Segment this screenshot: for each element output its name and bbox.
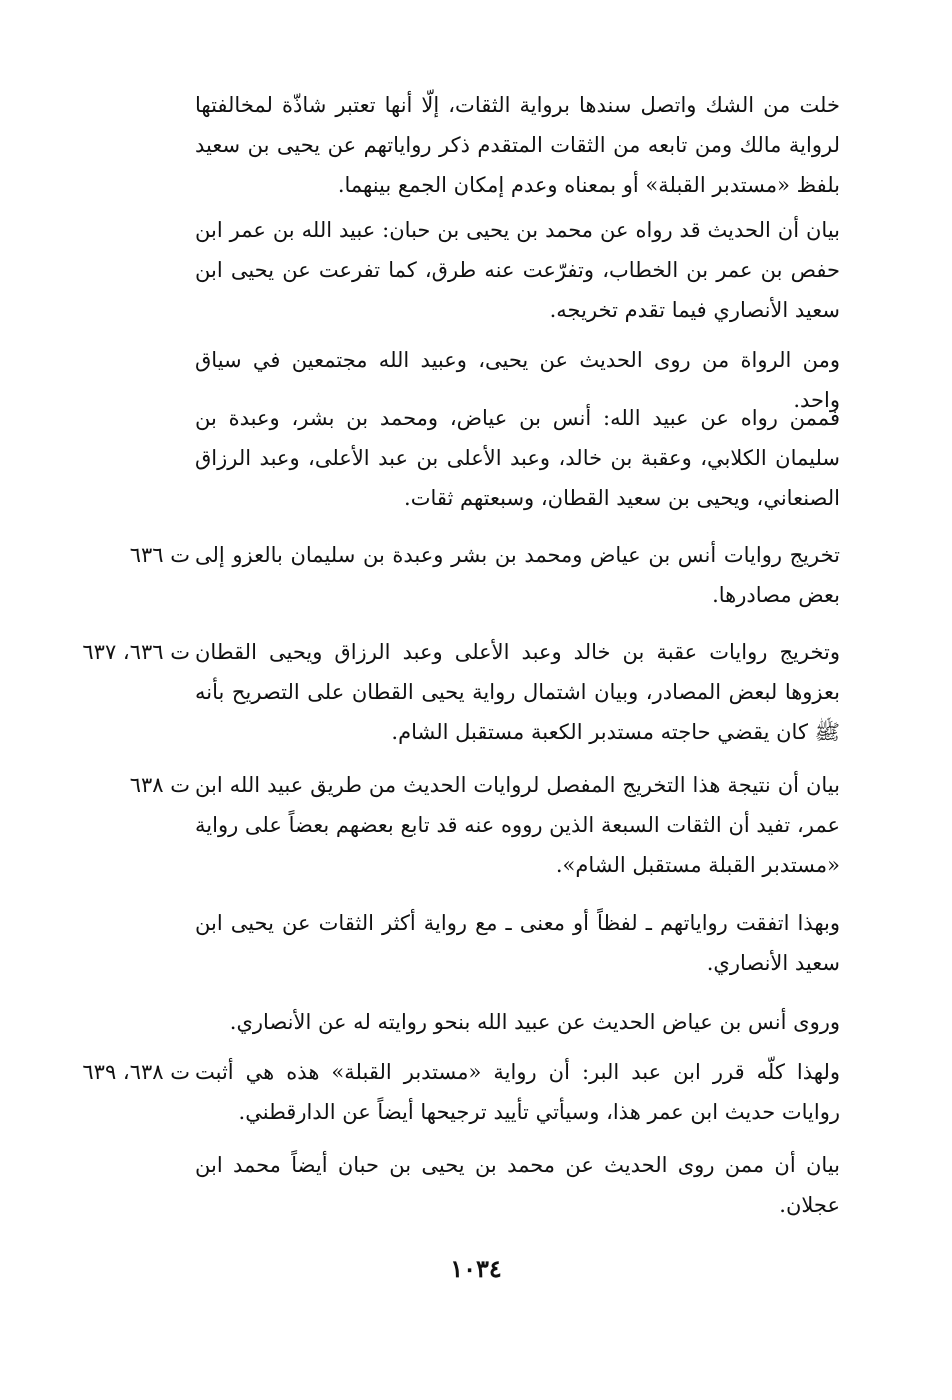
paragraph-text: ومن الرواة من روى الحديث عن يحيى، وعبيد الله مجتمعين في سياق واحد.: [195, 348, 840, 412]
paragraph-text: فممن رواه عن عبيد الله: أنس بن عياض، ومحمد بن بشر، وعبدة بن سليمان الكلابي، وعقبة بن خالد، وعبد الأعلى بن عبد الأعلى، وعبد الرزاق الصنعاني، ويحيى بن سعيد القطان، وسبعتهم ثقات.: [195, 406, 840, 510]
paragraph-text: بيان أن الحديث قد رواه عن محمد بن يحيى بن حبان: عبيد الله بن عمر ابن حفص بن عمر بن الخطاب، وتفرّعت عنه طرق، كما تفرعت عن يحيى ابن سعيد الأنصاري فيما تقدم تخريجه.: [195, 218, 840, 322]
margin-reference-1: ت ٦٣٦: [129, 543, 190, 567]
paragraph-2: [195, 210, 840, 330]
paragraph-5: [195, 535, 840, 615]
paragraph-text: بيان أن نتيجة هذا التخريج المفصل لروايات الحديث من طريق عبيد الله ابن عمر، تفيد أن الثقات السبعة الذين رووه عنه قد تابع بعضهم بعضاً على رواية «مستدبر القبلة مستقبل الشام».: [195, 773, 840, 877]
page-number: ١٠٣٤: [450, 1254, 502, 1283]
paragraph-9: [195, 1002, 840, 1042]
paragraph-text: وتخريج روايات عقبة بن خالد وعبد الأعلى وعبد الرزاق ويحيى القطان بعزوها لبعض المصادر، وبيان اشتمال رواية يحيى القطان على التصريح بأنه ﷺ كان يقضي حاجته مستدبر الكعبة مستقبل الشام.: [195, 640, 840, 744]
paragraph-11: [195, 1145, 840, 1225]
paragraph-8: [195, 903, 840, 983]
margin-reference-3: ت ٦٣٨: [129, 773, 190, 797]
paragraph-4: [195, 398, 840, 518]
margin-reference-2: ت ٦٣٦، ٦٣٧: [82, 640, 190, 664]
paragraph-text: وبهذا اتفقت رواياتهم ـ لفظاً أو معنى ـ مع رواية أكثر الثقات عن يحيى ابن سعيد الأنصاري.: [195, 911, 840, 975]
paragraph-text: تخريج روايات أنس بن عياض ومحمد بن بشر وعبدة بن سليمان بالعزو إلى بعض مصادرها.: [195, 543, 840, 607]
paragraph-10: [195, 1052, 840, 1132]
paragraph-1: [195, 85, 840, 205]
paragraph-text: ولهذا كلّه قرر ابن عبد البر: أن رواية «مستدبر القبلة» هذه هي أثبت روايات حديث ابن عمر هذا، وسيأتي تأييد ترجيحها أيضاً عن الدارقطني.: [195, 1060, 840, 1124]
paragraph-text: وروى أنس بن عياض الحديث عن عبيد الله بنحو روايته له عن الأنصاري.: [229, 1010, 840, 1034]
paragraph-text: خلت من الشك واتصل سندها برواية الثقات، إلّا أنها تعتبر شاذّة لمخالفتها لرواية مالك ومن تابعه من الثقات المتقدم ذكر رواياتهم عن يحيى بن سعيد بلفظ «مستدبر القبلة» أو بمعناه وعدم إمكان الجمع بينهما.: [195, 93, 840, 197]
paragraph-7: [195, 765, 840, 885]
paragraph-6: [195, 632, 840, 752]
paragraph-text: بيان أن ممن روى الحديث عن محمد بن يحيى بن حبان أيضاً محمد ابن عجلان.: [195, 1153, 840, 1217]
margin-reference-4: ت ٦٣٨، ٦٣٩: [82, 1060, 190, 1084]
